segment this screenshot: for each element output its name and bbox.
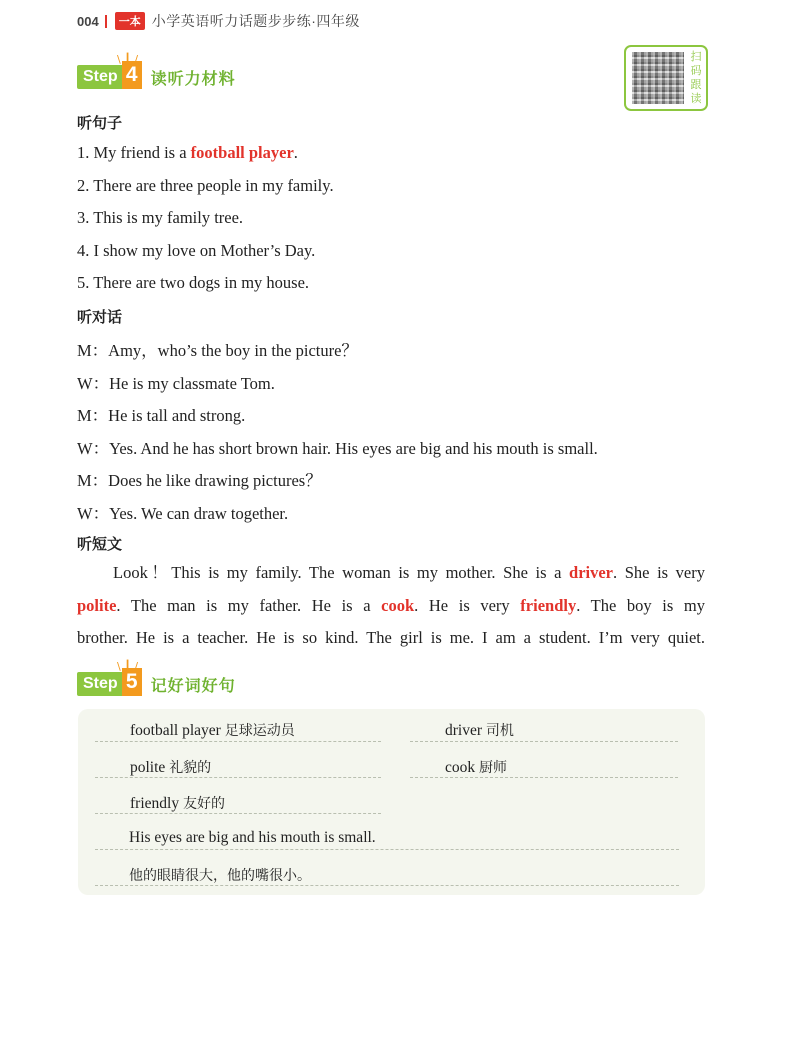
step-badge: [77, 65, 122, 89]
sentence-text: 1. My friend is a: [77, 143, 191, 162]
vocab-zh: 友好的: [182, 796, 225, 812]
passage-text: . The man is my father. He is a: [116, 595, 382, 615]
dialogue-line: M：Does he like drawing pictures？: [77, 471, 322, 490]
step-label: Step: [83, 68, 118, 85]
dialogue-line: M：He is tall and strong.: [77, 406, 246, 425]
vocab-en: cook: [445, 759, 476, 776]
sentence-text: .: [293, 143, 298, 162]
step-5-heading: [77, 660, 236, 697]
section-heading-dialogue: 听对话: [77, 309, 123, 326]
sentence-4: 4. I show my love on Mother’s Day.: [77, 241, 316, 260]
key-sentence-en: His eyes are big and his mouth is small.: [129, 829, 376, 846]
vocab-polite: [130, 757, 211, 777]
passage-text: . The boy is my: [576, 595, 705, 615]
vocab-zh: 司机: [485, 723, 514, 739]
vocab-zh: 足球运动员: [224, 723, 295, 739]
vocab-driver: [445, 720, 514, 740]
key-sentence-zh: [129, 865, 311, 885]
section-heading-passage: 听短文: [77, 536, 123, 553]
vocab-football-player: [130, 720, 295, 740]
step-title: 读听力材料: [150, 70, 236, 88]
dashed-rule: [410, 741, 678, 742]
vocab-zh: 厨师: [479, 760, 508, 776]
section-heading-sentences: 听句子: [77, 115, 123, 132]
sentence-5: 5. There are two dogs in my house.: [77, 273, 310, 292]
highlight-word: football player: [190, 143, 294, 162]
sentence-3: 3. This is my family tree.: [77, 208, 244, 227]
highlight-word: cook: [381, 595, 415, 615]
dialogue-line: W：Yes. And he has short brown hair. His eyes are big and his mouth is small.: [77, 439, 598, 458]
dashed-rule: [95, 777, 381, 778]
passage: [77, 557, 705, 655]
highlight-word: driver: [569, 563, 613, 582]
sparkle-icon: \ ┃ /: [117, 660, 139, 673]
book-title: 小学英语听力话题步步练·四年级: [151, 13, 360, 29]
highlight-word: polite: [77, 595, 117, 615]
qr-label: 扫码跟读: [690, 51, 702, 105]
passage-line-3: brother. He is a teacher. He is so kind. The girl is me. I am a student. I’m very quiet.: [77, 628, 705, 647]
step-title: 记好词好句: [150, 677, 236, 695]
sentence-zh: 他的眼睛很大，他的嘴很小。: [129, 868, 311, 884]
dialogue-line: W：Yes. We can draw together.: [77, 504, 289, 523]
vocab-zh: 礼貌的: [169, 760, 212, 776]
highlight-word: friendly: [520, 595, 577, 615]
vocab-en: polite: [130, 759, 166, 776]
sparkle-icon: \ ┃ /: [117, 53, 139, 66]
header-divider: [105, 15, 107, 28]
dashed-rule: [95, 741, 381, 742]
dialogue-line: W：He is my classmate Tom.: [77, 374, 275, 393]
passage-line-2: [77, 590, 705, 623]
passage-text: Look！This is my family. The woman is my mother. She is a: [113, 563, 570, 582]
dashed-rule: [410, 777, 678, 778]
series-logo: 一本: [115, 12, 145, 30]
dashed-rule: [95, 885, 679, 886]
dashed-rule: [95, 813, 381, 814]
qr-code-icon: [632, 52, 684, 104]
step-4-heading: [77, 53, 236, 90]
step-badge: [77, 672, 122, 696]
qr-code-panel[interactable]: [624, 45, 708, 111]
passage-text: . He is very: [414, 595, 521, 615]
page-header: [77, 11, 360, 31]
vocab-en: friendly: [130, 795, 180, 812]
sentence-2: 2. There are three people in my family.: [77, 176, 334, 195]
passage-line-1: [77, 557, 705, 590]
vocab-cook: [445, 757, 507, 777]
sentence-1: [77, 143, 298, 163]
dialogue-line: M：Amy，who’s the boy in the picture？: [77, 341, 358, 360]
page-number: 004: [77, 13, 99, 29]
passage-text: . She is very: [613, 563, 705, 582]
vocab-friendly: [130, 793, 225, 813]
vocab-en: driver: [445, 722, 483, 739]
vocab-en: football player: [130, 722, 221, 739]
dashed-rule: [95, 849, 679, 850]
step-label: Step: [83, 675, 118, 692]
step-number: 4: [122, 61, 142, 89]
step-number: 5: [122, 668, 142, 696]
